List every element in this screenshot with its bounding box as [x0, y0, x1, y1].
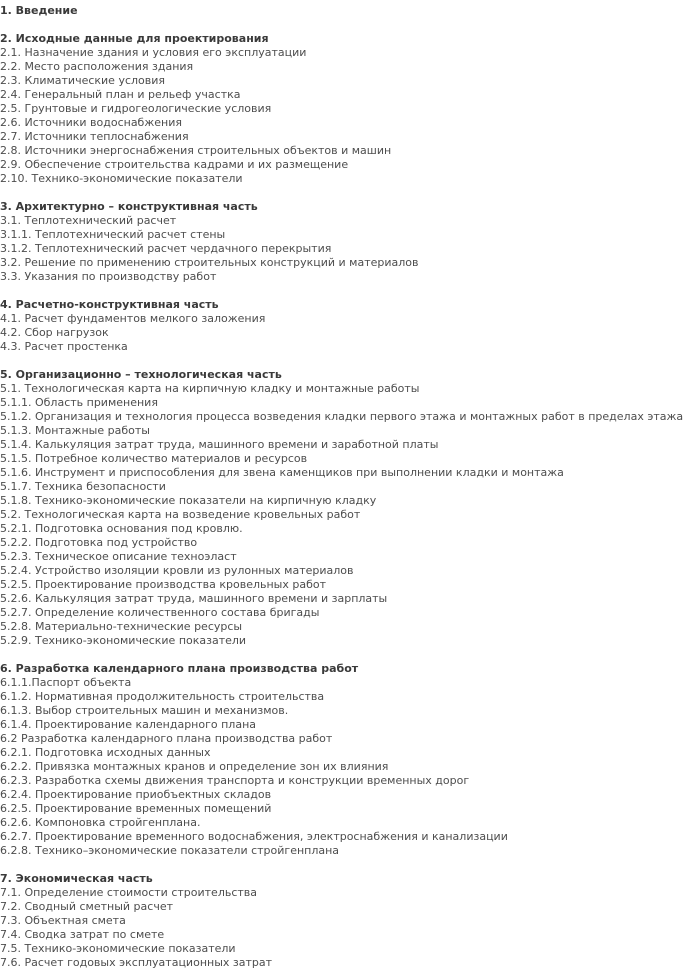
- section-heading: 4. Расчетно-конструктивная часть: [0, 298, 219, 311]
- toc-item: 6.2.1. Подготовка исходных данных: [0, 746, 211, 759]
- toc-item: 5.2.9. Технико-экономические показатели: [0, 634, 247, 647]
- toc-item: 5.2. Технологическая карта на возведение кровельных работ: [0, 508, 361, 521]
- toc-section-1: [0, 4, 700, 18]
- toc-item: 5.1.2. Организация и технология процесса возведения кладки первого этажа и монтажных работ в пределах этажа: [0, 410, 684, 423]
- section-heading: 1. Введение: [0, 4, 78, 17]
- toc-item: 5.1.5. Потребное количество материалов и ресурсов: [0, 452, 308, 465]
- toc-item: 6.2.8. Технико–экономические показатели стройгенплана: [0, 844, 340, 857]
- toc-section-7: [0, 872, 700, 970]
- toc-item: 5.1. Технологическая карта на кирпичную кладку и монтажные работы: [0, 382, 420, 395]
- toc-item: 7.3. Объектная смета: [0, 914, 126, 927]
- toc-section-4: [0, 298, 700, 354]
- section-heading: 6. Разработка календарного плана производства работ: [0, 662, 359, 675]
- toc-item: 5.1.7. Техника безопасности: [0, 480, 166, 493]
- toc-item: 3.1. Теплотехнический расчет: [0, 214, 177, 227]
- toc-item: 7.2. Сводный сметный расчет: [0, 900, 173, 913]
- section-heading: 2. Исходные данные для проектирования: [0, 32, 269, 45]
- section-heading: 3. Архитектурно – конструктивная часть: [0, 200, 258, 213]
- toc-item: 5.2.4. Устройство изоляции кровли из рулонных материалов: [0, 564, 354, 577]
- toc-item: 5.1.1. Область применения: [0, 396, 158, 409]
- toc-item: 5.2.3. Техническое описание техноэласт: [0, 550, 237, 563]
- toc-item: 6.1.3. Выбор строительных машин и механизмов.: [0, 704, 289, 717]
- toc-section-2: [0, 32, 700, 186]
- toc-item: 6.2.5. Проектирование временных помещений: [0, 802, 272, 815]
- toc-item: 2.2. Место расположения здания: [0, 60, 194, 73]
- toc-item: 5.1.3. Монтажные работы: [0, 424, 150, 437]
- toc-item: 5.2.2. Подготовка под устройство: [0, 536, 198, 549]
- toc-item: 2.8. Источники энергоснабжения строительных объектов и машин: [0, 144, 392, 157]
- toc-section-6: [0, 662, 700, 858]
- toc-item: 5.2.7. Определение количественного состава бригады: [0, 606, 320, 619]
- toc-item: 2.9. Обеспечение строительства кадрами и их размещение: [0, 158, 349, 171]
- toc-item: 3.2. Решение по применению строительных конструкций и материалов: [0, 256, 419, 269]
- toc-item: 3.3. Указания по производству работ: [0, 270, 217, 283]
- section-heading: 7. Экономическая часть: [0, 872, 153, 885]
- toc-item: 5.2.1. Подготовка основания под кровлю.: [0, 522, 243, 535]
- toc-item: 2.4. Генеральный план и рельеф участка: [0, 88, 241, 101]
- table-of-contents: [0, 4, 700, 970]
- toc-item: 6.2.7. Проектирование временного водоснабжения, электроснабжения и канализации: [0, 830, 508, 843]
- toc-item: 7.6. Расчет годовых эксплуатационных затрат: [0, 956, 273, 969]
- toc-item: 2.3. Климатические условия: [0, 74, 166, 87]
- toc-item: 4.1. Расчет фундаментов мелкого заложения: [0, 312, 266, 325]
- toc-item: 2.7. Источники теплоснабжения: [0, 130, 189, 143]
- toc-item: 7.5. Технико-экономические показатели: [0, 942, 236, 955]
- toc-item: 5.2.8. Материально-технические ресурсы: [0, 620, 243, 633]
- toc-item: 5.1.8. Технико-экономические показатели на кирпичную кладку: [0, 494, 377, 507]
- toc-item: 6.1.1.Паспорт объекта: [0, 676, 132, 689]
- toc-item: 6.1.2. Нормативная продолжительность строительства: [0, 690, 325, 703]
- toc-item: 6.1.4. Проектирование календарного плана: [0, 718, 257, 731]
- toc-item: 5.1.4. Калькуляция затрат труда, машинного времени и заработной платы: [0, 438, 439, 451]
- toc-section-5: [0, 368, 700, 648]
- toc-item: 6.2.2. Привязка монтажных кранов и определение зон их влияния: [0, 760, 389, 773]
- toc-item: 2.6. Источники водоснабжения: [0, 116, 182, 129]
- toc-item: 6.2.6. Компоновка стройгенплана.: [0, 816, 201, 829]
- toc-item: 4.2. Сбор нагрузок: [0, 326, 109, 339]
- toc-item: 5.2.5. Проектирование производства кровельных работ: [0, 578, 327, 591]
- toc-item: 2.1. Назначение здания и условия его эксплуатации: [0, 46, 307, 59]
- section-heading: 5. Организационно – технологическая часть: [0, 368, 282, 381]
- toc-item: 6.2.3. Разработка схемы движения транспорта и конструкции временных дорог: [0, 774, 470, 787]
- toc-item: 7.1. Определение стоимости строительства: [0, 886, 258, 899]
- toc-item: 2.5. Грунтовые и гидрогеологические условия: [0, 102, 272, 115]
- toc-item: 3.1.2. Теплотехнический расчет чердачного перекрытия: [0, 242, 332, 255]
- toc-item: 6.2.4. Проектирование приобъектных складов: [0, 788, 272, 801]
- toc-item: 2.10. Технико-экономические показатели: [0, 172, 243, 185]
- toc-section-3: [0, 200, 700, 284]
- toc-item: 5.2.6. Калькуляция затрат труда, машинного времени и зарплаты: [0, 592, 388, 605]
- toc-item: 6.2 Разработка календарного плана производства работ: [0, 732, 333, 745]
- toc-item: 7.4. Сводка затрат по смете: [0, 928, 165, 941]
- toc-item: 4.3. Расчет простенка: [0, 340, 128, 353]
- toc-item: 5.1.6. Инструмент и приспособления для звена каменщиков при выполнении кладки и монтажа: [0, 466, 564, 479]
- toc-item: 3.1.1. Теплотехнический расчет стены: [0, 228, 226, 241]
